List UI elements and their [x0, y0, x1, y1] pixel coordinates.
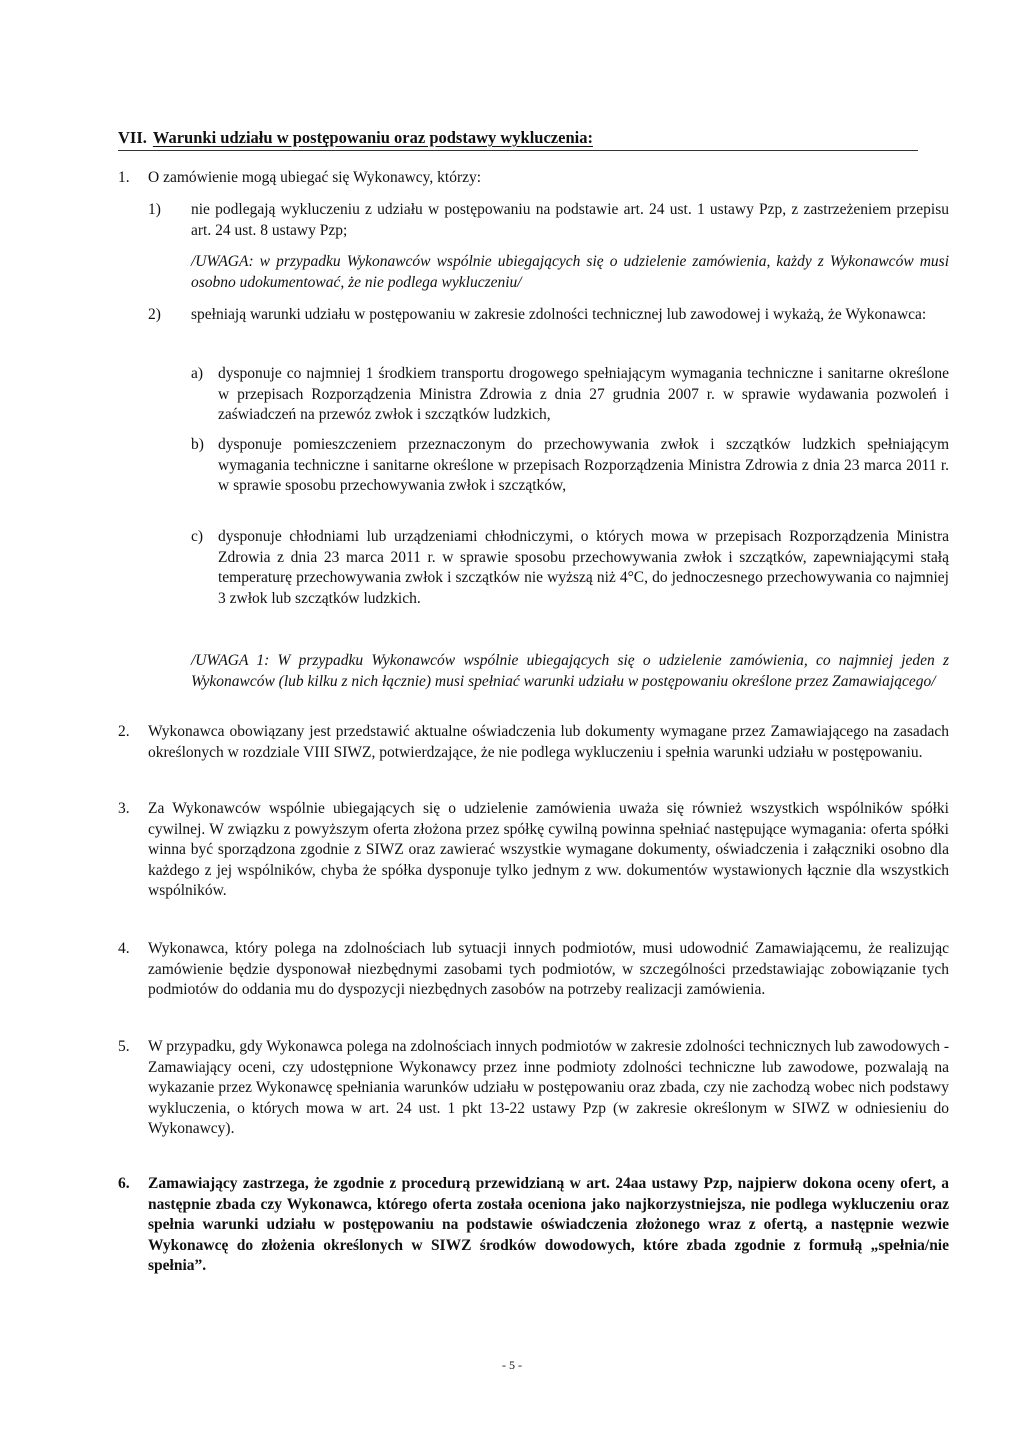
subitem-2-marker: 2): [148, 306, 161, 323]
item-2-text: Wykonawca obowiązany jest przedstawić aktualne oświadczenia lub dokumenty wymagane przez Zamawiającego na zasadach określonych w rozdziale VIII SIWZ, potwierdzające, że nie podlega wykluczeniu i spełnia warunki udziału w postępowaniu.: [148, 723, 949, 761]
section-heading: [118, 128, 918, 148]
condition-b-text: dysponuje pomieszczeniem przeznaczonym do przechowywania zwłok i szczątków ludzkich spełniającym wymagania techniczne i sanitarne określone w przepisach Rozporządzenia Ministra Zdrowia z dnia 23 marca 2011 r. w sprawie sposobu przechowywania zwłok i szczątków,: [218, 436, 949, 494]
condition-a-marker: a): [191, 365, 204, 382]
subitem-1-text: nie podlegają wykluczeniu z udziału w postępowaniu na podstawie art. 24 ust. 1 ustawy Pzp, z zastrzeżeniem przepisu art. 24 ust. 8 ustawy Pzp;: [191, 201, 949, 239]
condition-b-marker: b): [191, 436, 204, 453]
item-1-marker: 1.: [118, 169, 130, 186]
subitem-2-text: spełniają warunki udziału w postępowaniu w zakresie zdolności technicznej lub zawodowej i wykażą, że Wykonawca:: [191, 306, 927, 323]
subitem-1-marker: 1): [148, 201, 161, 218]
item-6-marker: 6.: [118, 1175, 130, 1192]
item-4-marker: 4.: [118, 940, 130, 957]
section-title: Warunki udziału w postępowaniu oraz podstawy wykluczenia:: [152, 128, 593, 147]
page-number: - 5 -: [502, 1358, 522, 1372]
heading-rule: [118, 150, 918, 151]
note-joint-bidders: /UWAGA 1: W przypadku Wykonawców wspólnie ubiegających się o udzielenie zamówienia, co najmniej jeden z Wykonawców (lub kilku z nich łącznie) musi spełniać warunki udziału w postępowaniu określone przez Zamawiającego/: [191, 652, 949, 690]
item-3-text: Za Wykonawców wspólnie ubiegających się o udzielenie zamówienia uważa się również wszystkich wspólników spółki cywilnej. W związku z powyższym oferta złożona przez spółkę cywilną powinna spełniać następujące wymagania: oferta spółki winna być sporządzona zgodnie z SIWZ oraz zawierać wszystkie wymagane dokumenty, oświadczenia i załączniki osobno dla każdego z jej wspólników, chyba że spółka dysponuje tylko jednym z ww. dokumentów wystawionych łącznie dla wszystkich wspólników.: [148, 800, 949, 899]
condition-a-text: dysponuje co najmniej 1 środkiem transportu drogowego spełniającym wymagania techniczne i sanitarne określone w przepisach Rozporządzenia Ministra Zdrowia z dnia 27 grudnia 2007 r. w sprawie wydawania pozwoleń i zaświadczeń na przewóz zwłok i szczątków ludzkich,: [218, 365, 949, 423]
item-6-text: Zamawiający zastrzega, że zgodnie z procedurą przewidzianą w art. 24aa ustawy Pzp, najpierw dokona oceny ofert, a następnie zbada czy Wykonawca, którego oferta została oceniona jako najkorzystniejsza, nie podlega wykluczeniu oraz spełnia warunki udziału w postępowaniu na podstawie oświadczenia złożonego wraz z ofertą, a następnie wezwie Wykonawcę do złożenia określonych w SIWZ środków dowodowych, które zbada zgodnie z formułą „spełnia/nie spełnia”.: [148, 1175, 949, 1274]
item-2-marker: 2.: [118, 723, 130, 740]
item-5-text: W przypadku, gdy Wykonawca polega na zdolnościach innych podmiotów w zakresie zdolności technicznych lub zawodowych - Zamawiający oceni, czy udostępnione Wykonawcy przez inne podmioty zdolności techniczne lub zawodowe, pozwalają na wykazanie przez Wykonawcę spełniania warunków udziału w postępowaniu oraz zbada, czy nie zachodzą wobec nich podstawy wykluczenia, o których mowa w art. 24 ust. 1 pkt 13-22 ustawy Pzp (w zakresie określonym w SIWZ w odniesieniu do Wykonawcy).: [148, 1038, 949, 1137]
item-4-text: Wykonawca, który polega na zdolnościach lub sytuacji innych podmiotów, musi udowodnić Zamawiającemu, że realizując zamówienie będzie dysponował niezbędnymi zasobami tych podmiotów, w szczególności przedstawiając zobowiązanie tych podmiotów do oddania mu do dyspozycji niezbędnych zasobów na potrzeby realizacji zamówienia.: [148, 940, 949, 998]
item-3-marker: 3.: [118, 800, 130, 817]
condition-c-text: dysponuje chłodniami lub urządzeniami chłodniczymi, o których mowa w przepisach Rozporządzenia Ministra Zdrowia z dnia 23 marca 2011 r. w sprawie sposobu przechowywania zwłok i szczątków, zapewniającymi stałą temperaturę przechowywania zwłok i szczątków nie wyższą niż 4°C, do jednoczesnego przechowywania co najmniej 3 zwłok lub szczątków ludzkich.: [218, 528, 949, 607]
note-exclusion: /UWAGA: w przypadku Wykonawców wspólnie ubiegających się o udzielenie zamówienia, każdy z Wykonawców musi osobno udokumentować, że nie podlega wykluczeniu/: [191, 253, 949, 291]
item-1-text: O zamówienie mogą ubiegać się Wykonawcy, którzy:: [148, 169, 482, 186]
condition-c-marker: c): [191, 528, 204, 545]
item-5-marker: 5.: [118, 1038, 130, 1055]
section-number: VII.: [118, 128, 147, 147]
